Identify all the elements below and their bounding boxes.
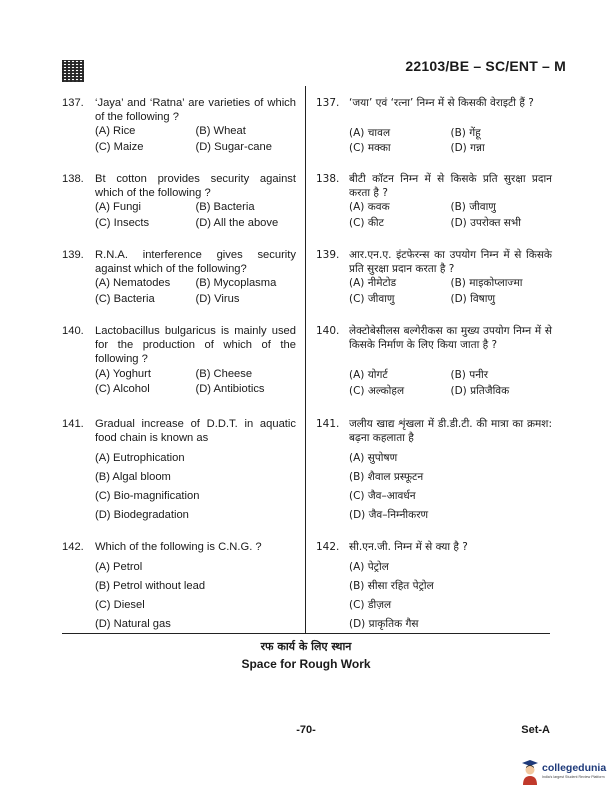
- question-142-en: [62, 540, 296, 636]
- question-number: 142.: [62, 541, 84, 553]
- set-label: Set-A: [521, 724, 550, 736]
- option-d: (D) विषाणु: [450, 292, 496, 305]
- question-text: R.N.A. interference gives security against which of the following?: [95, 249, 296, 276]
- question-text: आर.एन.ए. इंटफेरन्स का उपयोग निम्न में से किसके प्रति सुरक्षा प्रदान करता है ?: [349, 249, 552, 276]
- option-b: (B) जीवाणु: [450, 201, 496, 214]
- question-141-hi: [316, 417, 552, 527]
- option-a: (A) Fungi: [95, 201, 142, 214]
- logo-tagline: India's largest Student Review Platform: [542, 775, 605, 779]
- question-139-hi: [316, 248, 552, 306]
- question-number: 139.: [316, 249, 340, 261]
- column-divider: [305, 86, 306, 634]
- option-d: (D) गन्ना: [450, 142, 485, 155]
- option-d: (D) जैव–निम्नीकरण: [349, 509, 429, 522]
- question-number: 138.: [62, 173, 84, 185]
- question-text: Which of the following is C.N.G. ?: [95, 541, 262, 553]
- question-text: लेक्टोबेसीलस बल्गेरीकस का मुख्य उपयोग निम्न में से किसके निर्माण के लिए किया जाता है ?: [349, 325, 552, 352]
- option-d: (D) Sugar-cane: [195, 140, 272, 153]
- rough-work-label-hindi: रफ कार्य के लिए स्थान: [260, 640, 352, 653]
- option-a: (A) चावल: [349, 127, 391, 140]
- question-137-en: [62, 96, 296, 154]
- option-a: (A) Nematodes: [95, 277, 171, 290]
- question-138-en: [62, 172, 296, 230]
- option-d: (D) Biodegradation: [95, 509, 189, 522]
- question-number: 141.: [62, 418, 84, 430]
- option-c: (C) कीट: [349, 216, 384, 229]
- question-number: 139.: [62, 249, 84, 261]
- question-number: 140.: [316, 325, 340, 337]
- option-c: (C) Diesel: [95, 599, 145, 612]
- option-d: (D) All the above: [195, 216, 279, 229]
- option-a: (A) नीमेटोड: [349, 277, 397, 290]
- option-d: (D) प्रतिजैविक: [450, 384, 510, 397]
- question-number: 137.: [316, 97, 340, 109]
- question-number: 141.: [316, 418, 340, 430]
- option-c: (C) अल्कोहल: [349, 384, 405, 397]
- question-text: सी.एन.जी. निम्न में से क्या है ?: [349, 541, 468, 553]
- collegedunia-logo: [520, 756, 612, 792]
- option-b: (B) Algal bloom: [95, 471, 171, 484]
- rough-work-label: Space for Rough Work: [241, 657, 371, 671]
- option-c: (C) Insects: [95, 216, 150, 229]
- rough-work-divider: [62, 633, 550, 634]
- option-b: (B) Bacteria: [195, 201, 255, 214]
- question-text: बीटी कॉटन निम्न में से किसके प्रति सुरक्षा प्रदान करता है ?: [349, 173, 552, 200]
- question-142-hi: [316, 540, 552, 636]
- option-c: (C) Alcohol: [95, 382, 150, 395]
- option-b: (B) Mycoplasma: [195, 277, 277, 290]
- option-b: (B) सीसा रहित पेट्रोल: [349, 580, 434, 593]
- question-text: Gradual increase of D.D.T. in aquatic food chain is known as: [95, 418, 296, 445]
- option-d: (D) प्राकृतिक गैस: [349, 618, 419, 631]
- question-text: जलीय खाद्य शृंखला में डी.डी.टी. की मात्रा का क्रमश: बढ़ना कहलाता है: [349, 418, 552, 445]
- question-number: 140.: [62, 325, 84, 337]
- option-a: (A) पेट्रोल: [349, 561, 389, 574]
- question-text: Lactobacillus bulgaricus is mainly used for the production of which of the following ?: [95, 325, 296, 366]
- option-c: (C) Bacteria: [95, 292, 155, 305]
- option-d: (D) उपरोक्त सभी: [450, 216, 521, 229]
- question-text: ‘Jaya’ and ‘Ratna’ are varieties of which of the following ?: [95, 97, 296, 124]
- logo-name: collegedunia: [542, 762, 607, 774]
- option-a: (A) कवक: [349, 201, 390, 214]
- option-a: (A) Petrol: [95, 561, 143, 574]
- page-number: -70-: [296, 724, 316, 736]
- option-b: (B) माइकोप्लाज्मा: [450, 277, 523, 290]
- question-number: 137.: [62, 97, 84, 109]
- student-avatar-icon: [520, 759, 540, 785]
- question-141-en: [62, 417, 296, 527]
- option-a: (A) Yoghurt: [95, 367, 151, 380]
- option-a: (A) योगर्ट: [349, 369, 388, 382]
- question-140-en: [62, 324, 296, 396]
- option-a: (A) Rice: [95, 125, 136, 138]
- option-b: (B) गेंहू: [450, 127, 481, 140]
- option-a: (A) Eutrophication: [95, 452, 185, 465]
- option-d: (D) Natural gas: [95, 618, 171, 631]
- option-c: (C) जीवाणु: [349, 292, 395, 305]
- option-d: (D) Virus: [195, 292, 240, 305]
- question-number: 142.: [316, 541, 340, 553]
- option-d: (D) Antibiotics: [195, 382, 265, 395]
- option-c: (C) Maize: [95, 140, 144, 153]
- option-c: (C) मक्का: [349, 142, 391, 155]
- option-a: (A) सुपोषण: [349, 452, 398, 465]
- qr-code: [62, 60, 84, 82]
- option-c: (C) डीज़ल: [349, 599, 392, 612]
- option-c: (C) Bio-magnification: [95, 490, 200, 503]
- question-140-hi: [316, 324, 552, 398]
- question-137-hi: [316, 96, 552, 156]
- question-number: 138.: [316, 173, 340, 185]
- question-text: Bt cotton provides security against which of the following ?: [95, 173, 296, 200]
- option-c: (C) जैव–आवर्धन: [349, 490, 416, 503]
- option-b: (B) Petrol without lead: [95, 580, 206, 593]
- question-text: ‘जया’ एवं ‘रत्ना’ निम्न में से किसकी वेराइटी हैं ?: [349, 97, 534, 109]
- option-b: (B) पनीर: [450, 369, 489, 382]
- option-b: (B) शैवाल प्रस्फूटन: [349, 471, 424, 484]
- option-b: (B) Wheat: [195, 125, 246, 138]
- question-139-en: [62, 248, 296, 306]
- option-b: (B) Cheese: [195, 367, 253, 380]
- paper-code: 22103/BE – SC/ENT – M: [405, 58, 566, 74]
- question-138-hi: [316, 172, 552, 230]
